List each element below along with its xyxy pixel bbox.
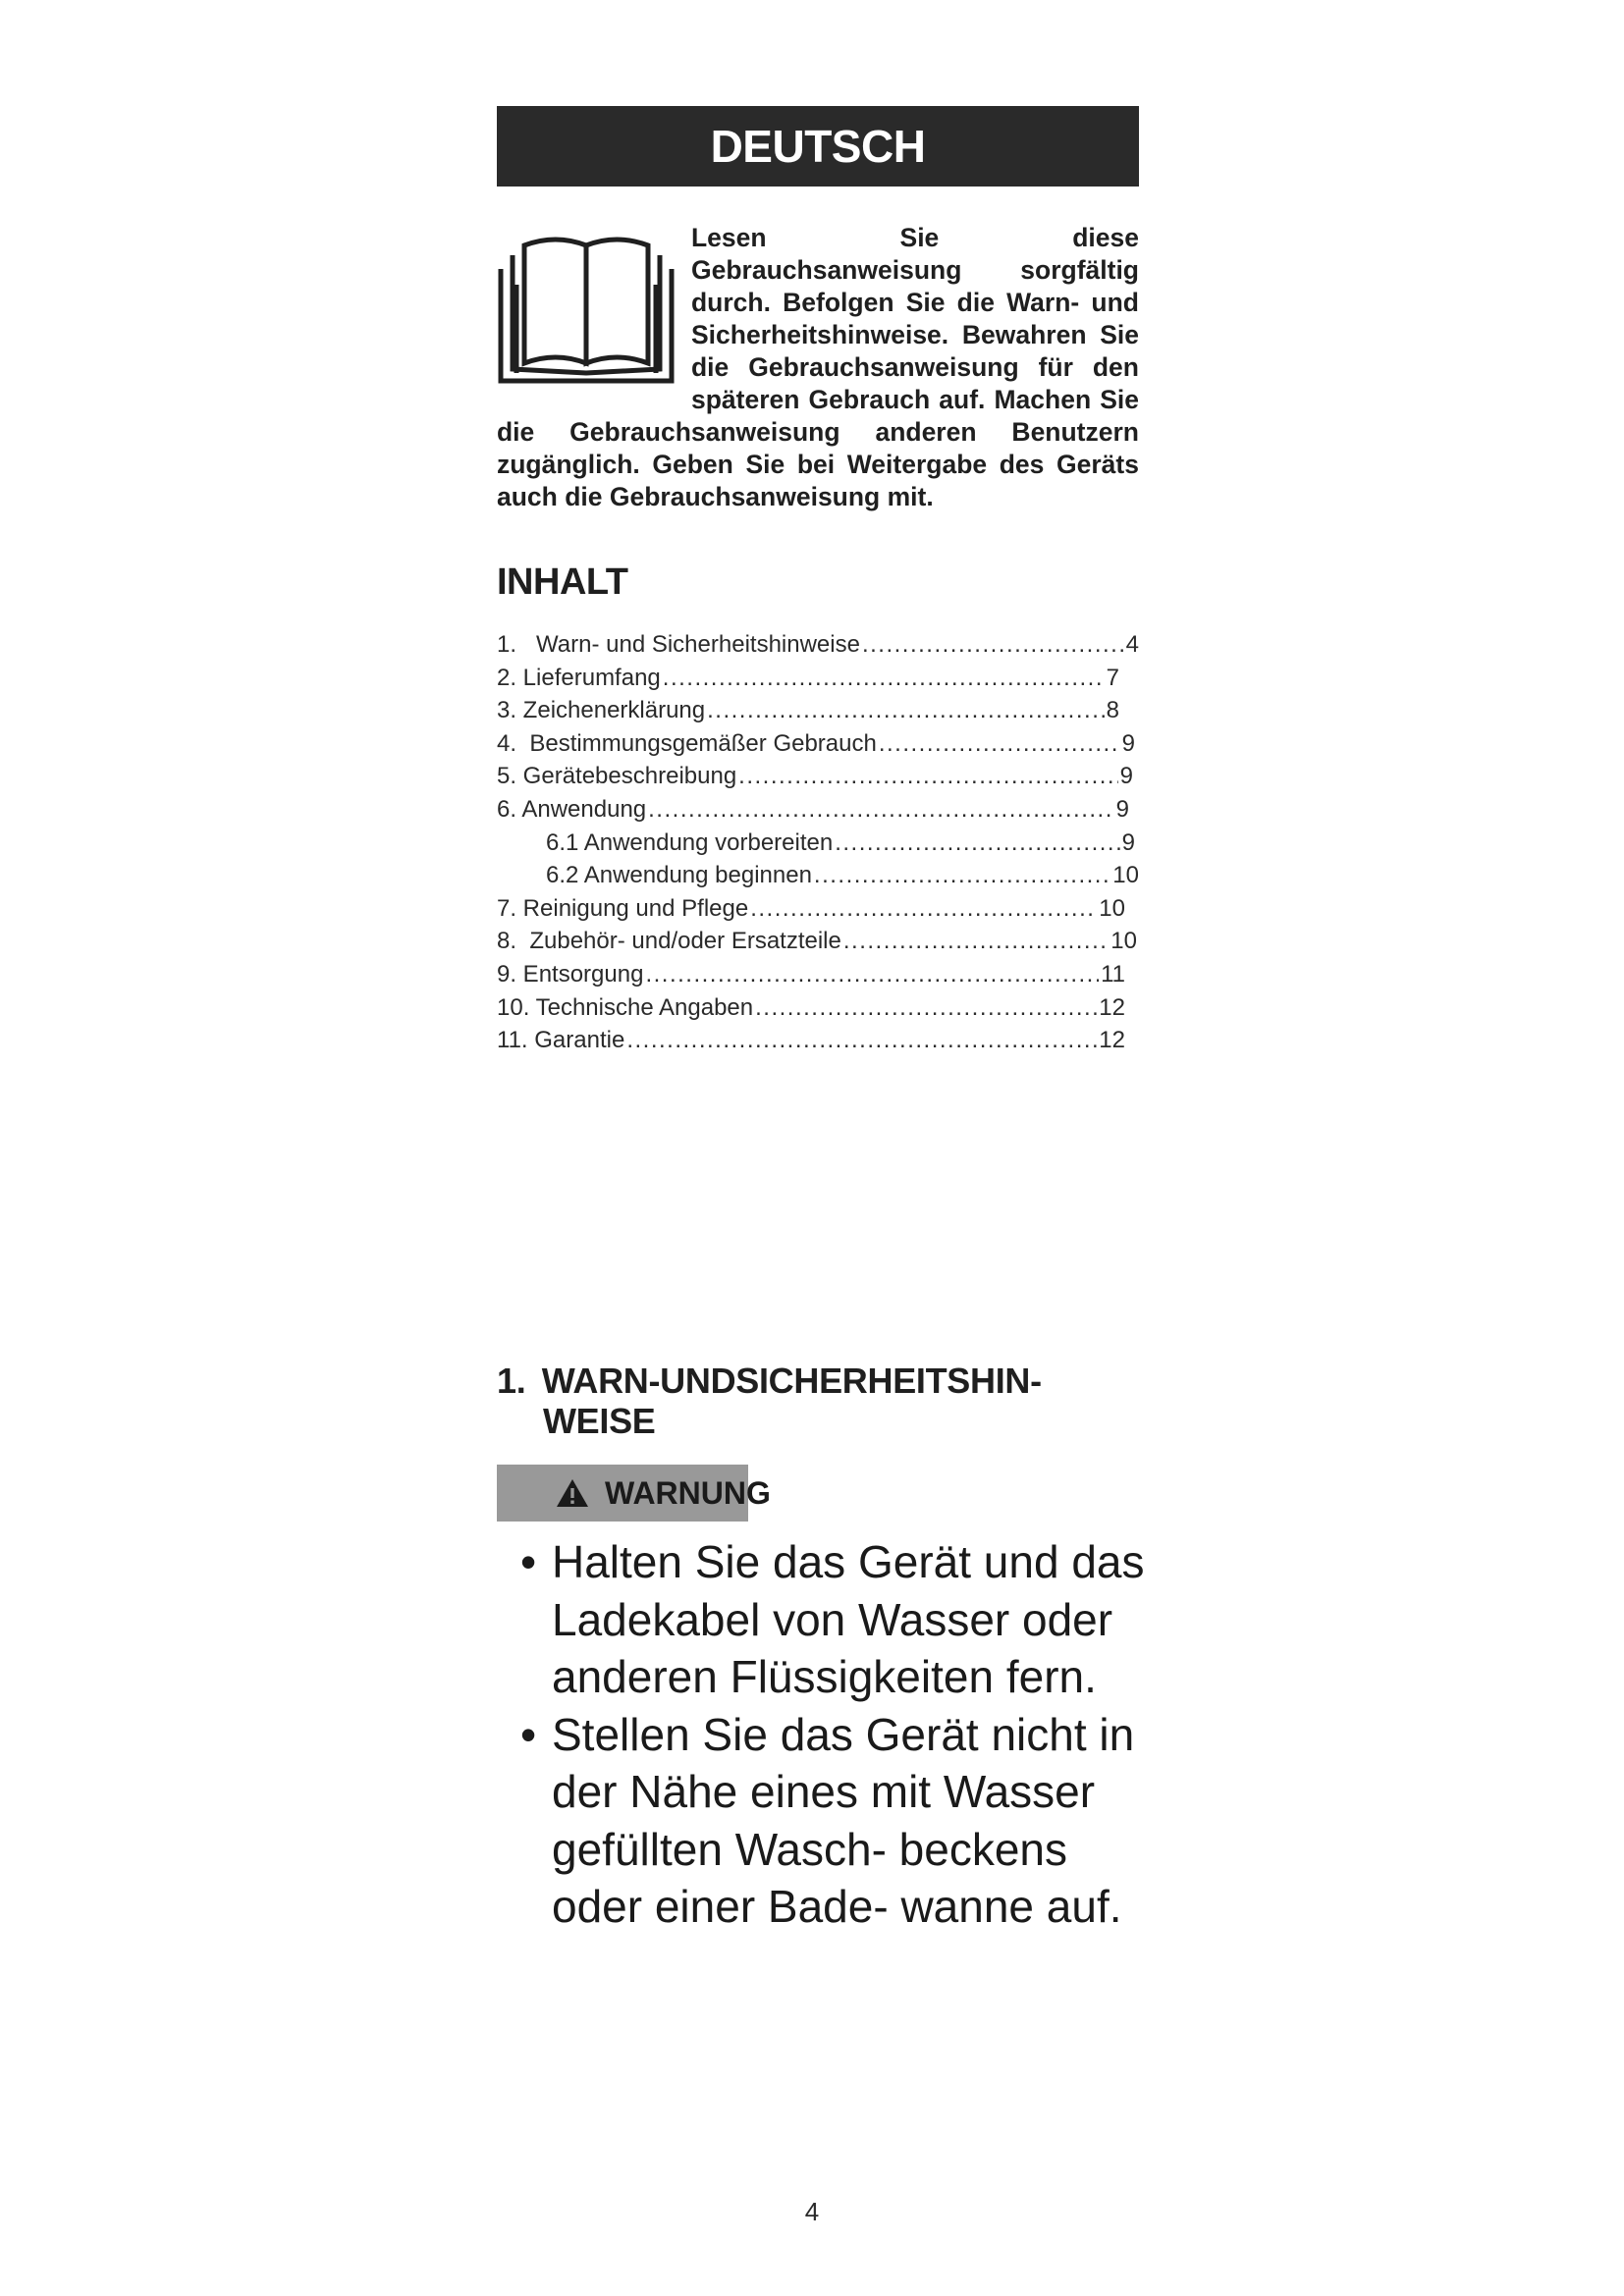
list-item: • Stellen Sie das Gerät nicht in der Nähe eines mit Wasser gefüllten Wasch- beckens oder einer Bade- wanne auf. (520, 1706, 1149, 1936)
toc-entry: 6.1 Anwendung vorbereiten ..... 9 (546, 827, 1135, 860)
toc-entry: 6.2 Anwendung beginnen ..... 10 (546, 859, 1139, 892)
toc-entry: 11. Garantie ..... 12 (497, 1024, 1125, 1057)
table-of-contents (497, 628, 1139, 1057)
language-banner (497, 106, 1139, 187)
open-book-icon (497, 226, 676, 385)
list-item: • Halten Sie das Gerät und das Ladekabel von Wasser oder anderen Flüssigkeiten fern. (520, 1533, 1149, 1706)
toc-entry: 7. Reinigung und Pflege ..... 10 (497, 892, 1125, 926)
language-title: DEUTSCH (710, 121, 926, 172)
toc-entry: 2. Lieferumfang ..... 7 (497, 662, 1119, 695)
toc-entry: 10. Technische Angaben ..... 12 (497, 991, 1125, 1025)
toc-entry: 5. Gerätebeschreibung ..... 9 (497, 760, 1133, 793)
toc-title: INHALT (497, 561, 628, 603)
section-title-line2: WEISE (543, 1401, 656, 1441)
warning-list (520, 1533, 1149, 1936)
section-number: 1. (497, 1361, 526, 1401)
toc-entry: 3. Zeichenerklärung ..... 8 (497, 694, 1119, 727)
intro-notice (497, 222, 1139, 513)
toc-entry: 4. Bestimmungsgemäßer Gebrauch ..... 9 (497, 727, 1135, 761)
intro-text: Lesen Sie diese Gebrauchsanweisung sorgfältig durch. Befolgen Sie die Warn- und Sicherheitshinweise. Bewahren Sie die Gebrauchsanweisung für den späteren Gebrauch auf. Machen Sie die Gebrauchsanweisung anderen Benutzern zugänglich. Geben Sie bei Weitergabe des Geräts auch die Gebrauchsanweisung mit. (497, 223, 1139, 511)
toc-entry: 8. Zubehör- und/oder Ersatzteile ..... 10 (497, 925, 1137, 958)
warning-label-wrap (554, 1465, 771, 1522)
warning-label: WARNUNG (605, 1474, 771, 1511)
toc-entry: 1. Warn- und Sicherheitshinweise ..... 4 (497, 628, 1139, 662)
section-heading (497, 1361, 1139, 1441)
warning-box (497, 1465, 811, 1522)
toc-entry: 6. Anwendung ..... 9 (497, 793, 1129, 827)
page-number: 4 (804, 2197, 820, 2226)
section-title-line1: WARN-UNDSICHERHEITSHIN- (541, 1361, 1042, 1401)
toc-entry: 9. Entsorgung ..... 11 (497, 958, 1125, 991)
